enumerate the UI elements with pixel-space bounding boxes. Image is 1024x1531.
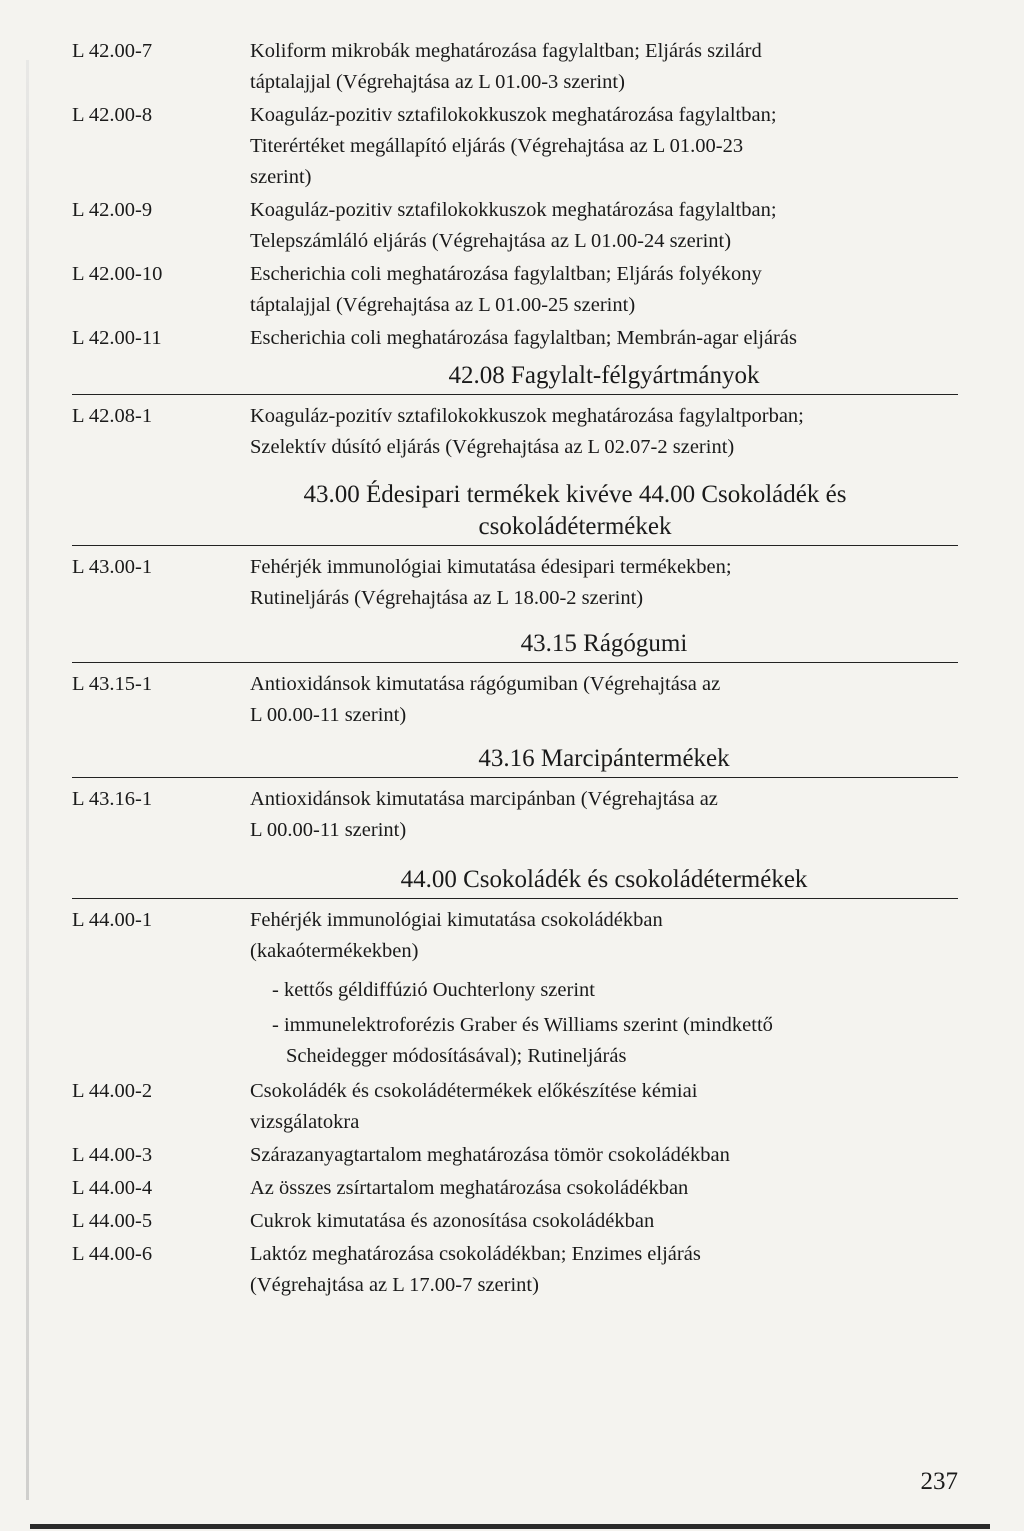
list-item xyxy=(72,1173,958,1204)
section-heading: 42.08 Fagylalt-félgyártmányok xyxy=(448,362,760,389)
section-43-00 xyxy=(72,479,958,614)
entry-code: L 44.00-6 xyxy=(72,1243,153,1265)
list-item xyxy=(72,259,958,321)
list-item xyxy=(72,905,958,1072)
section-divider xyxy=(72,898,958,899)
entry-description xyxy=(250,1140,958,1171)
entry-line: Szárazanyagtartalom meghatározása tömör csokoládékban xyxy=(250,1144,730,1166)
list-item xyxy=(72,1140,958,1171)
entry-line: (Végrehajtása az L 17.00-7 szerint) xyxy=(250,1274,539,1296)
entry-line: Laktóz meghatározása csokoládékban; Enzimes eljárás xyxy=(250,1243,701,1265)
page-number: 237 xyxy=(920,1468,958,1495)
entry-description xyxy=(250,784,958,846)
entry-code: L 42.00-8 xyxy=(72,104,153,126)
entry-line: Az összes zsírtartalom meghatározása csokoládékban xyxy=(250,1177,689,1199)
entry-description xyxy=(250,1076,958,1138)
binding-shadow xyxy=(26,60,29,1500)
entry-code: L 42.00-7 xyxy=(72,40,153,62)
entry-line: Antioxidánsok kimutatása rágógumiban (Végrehajtása az xyxy=(250,673,721,695)
entry-code: L 44.00-3 xyxy=(72,1144,153,1166)
entry-line: Telepszámláló eljárás (Végrehajtása az L 01.00-24 szerint) xyxy=(250,230,732,252)
entry-line: Titerértéket megállapító eljárás (Végrehajtása az L 01.00-23 xyxy=(250,135,744,157)
list-item xyxy=(72,401,958,463)
entry-description xyxy=(250,401,958,463)
list-item xyxy=(72,784,958,846)
list-item xyxy=(72,1076,958,1138)
entry-line: Escherichia coli meghatározása fagylaltban; Eljárás folyékony xyxy=(250,263,762,285)
entry-code: L 42.00-11 xyxy=(72,327,162,349)
page-bottom-edge xyxy=(30,1524,990,1529)
section-heading: 43.15 Rágógumi xyxy=(520,630,688,657)
entry-code: L 43.16-1 xyxy=(72,788,153,810)
list-item xyxy=(72,100,958,193)
entry-line: szerint) xyxy=(250,166,312,188)
section-43-15 xyxy=(72,628,958,731)
entry-description xyxy=(250,1206,958,1237)
section-heading: 44.00 Csokoládék és csokoládétermékek xyxy=(400,866,808,893)
entry-line: Antioxidánsok kimutatása marcipánban (Végrehajtása az xyxy=(250,788,718,810)
entry-line: táptalajjal (Végrehajtása az L 01.00-3 szerint) xyxy=(250,71,625,93)
entry-line: Koliform mikrobák meghatározása fagylaltban; Eljárás szilárd xyxy=(250,40,762,62)
section-divider xyxy=(72,545,958,546)
list-item xyxy=(72,552,958,614)
entry-line: L 00.00-11 szerint) xyxy=(250,704,407,726)
entry-line: Koaguláz-pozitiv sztafilokokkuszok meghatározása fagylaltban; xyxy=(250,199,777,221)
entry-line: Escherichia coli meghatározása fagylaltban; Membrán-agar eljárás xyxy=(250,327,797,349)
section-44-00 xyxy=(72,864,958,1301)
entry-line: Rutineljárás (Végrehajtása az L 18.00-2 szerint) xyxy=(250,587,644,609)
entry-description xyxy=(250,36,958,98)
entry-line: Fehérjék immunológiai kimutatása csokoládékban xyxy=(250,909,663,931)
entry-line: Koaguláz-pozitiv sztafilokokkuszok meghatározása fagylaltban; xyxy=(250,104,777,126)
entry-line: Fehérjék immunológiai kimutatása édesipari termékekben; xyxy=(250,556,732,578)
entry-code: L 44.00-2 xyxy=(72,1080,153,1102)
entry-code: L 42.00-9 xyxy=(72,199,153,221)
entry-line: Csokoládék és csokoládétermékek előkészítése kémiai xyxy=(250,1080,698,1102)
entry-line: táptalajjal (Végrehajtása az L 01.00-25 szerint) xyxy=(250,294,636,316)
sub-item xyxy=(250,975,958,1006)
entry-description xyxy=(250,100,958,193)
entry-line: vizsgálatokra xyxy=(250,1111,360,1133)
entry-line: Koaguláz-pozitív sztafilokokkuszok meghatározása fagylaltporban; xyxy=(250,405,804,427)
entry-description xyxy=(250,1239,958,1301)
entry-description xyxy=(250,905,958,1072)
list-item xyxy=(72,1206,958,1237)
sub-item xyxy=(250,1010,958,1072)
section-43-16 xyxy=(72,743,958,846)
section-heading: 43.16 Marcipántermékek xyxy=(478,745,730,772)
entry-description xyxy=(250,195,958,257)
entry-code: L 44.00-4 xyxy=(72,1177,153,1199)
section-heading-cont: csokoládétermékek xyxy=(478,513,672,540)
entry-description xyxy=(250,552,958,614)
list-item xyxy=(72,669,958,731)
entry-description xyxy=(250,669,958,731)
list-item xyxy=(72,1239,958,1301)
entry-line: L 00.00-11 szerint) xyxy=(250,819,407,841)
section-divider xyxy=(72,662,958,663)
entry-code: L 44.00-5 xyxy=(72,1210,153,1232)
section-divider xyxy=(72,394,958,395)
entry-code: L 43.15-1 xyxy=(72,673,153,695)
entry-description xyxy=(250,259,958,321)
section-heading: 43.00 Édesipari termékek kivéve 44.00 Csokoládék és xyxy=(303,481,847,508)
list-item xyxy=(72,323,958,354)
entry-code: L 42.00-10 xyxy=(72,263,163,285)
sub-item-text-cont: Scheidegger módosításával); Rutineljárás xyxy=(286,1045,627,1067)
entry-description xyxy=(250,1173,958,1204)
entries-42-00 xyxy=(72,36,958,354)
page-content xyxy=(72,36,958,1301)
list-item xyxy=(72,195,958,257)
entry-code: L 43.00-1 xyxy=(72,556,153,578)
entry-code: L 44.00-1 xyxy=(72,909,153,931)
list-item xyxy=(72,36,958,98)
sub-item-text: - kettős géldiffúzió Ouchterlony szerint xyxy=(272,979,595,1001)
sub-item-text: - immunelektroforézis Graber és Williams szerint (mindkettő xyxy=(272,1014,773,1036)
section-divider xyxy=(72,777,958,778)
entry-line: Szelektív dúsító eljárás (Végrehajtása az L 02.07-2 szerint) xyxy=(250,436,735,458)
entry-code: L 42.08-1 xyxy=(72,405,153,427)
entry-description xyxy=(250,323,958,354)
entry-line: (kakaótermékekben) xyxy=(250,940,419,962)
section-42-08 xyxy=(72,360,958,463)
entry-line: Cukrok kimutatása és azonosítása csokoládékban xyxy=(250,1210,655,1232)
